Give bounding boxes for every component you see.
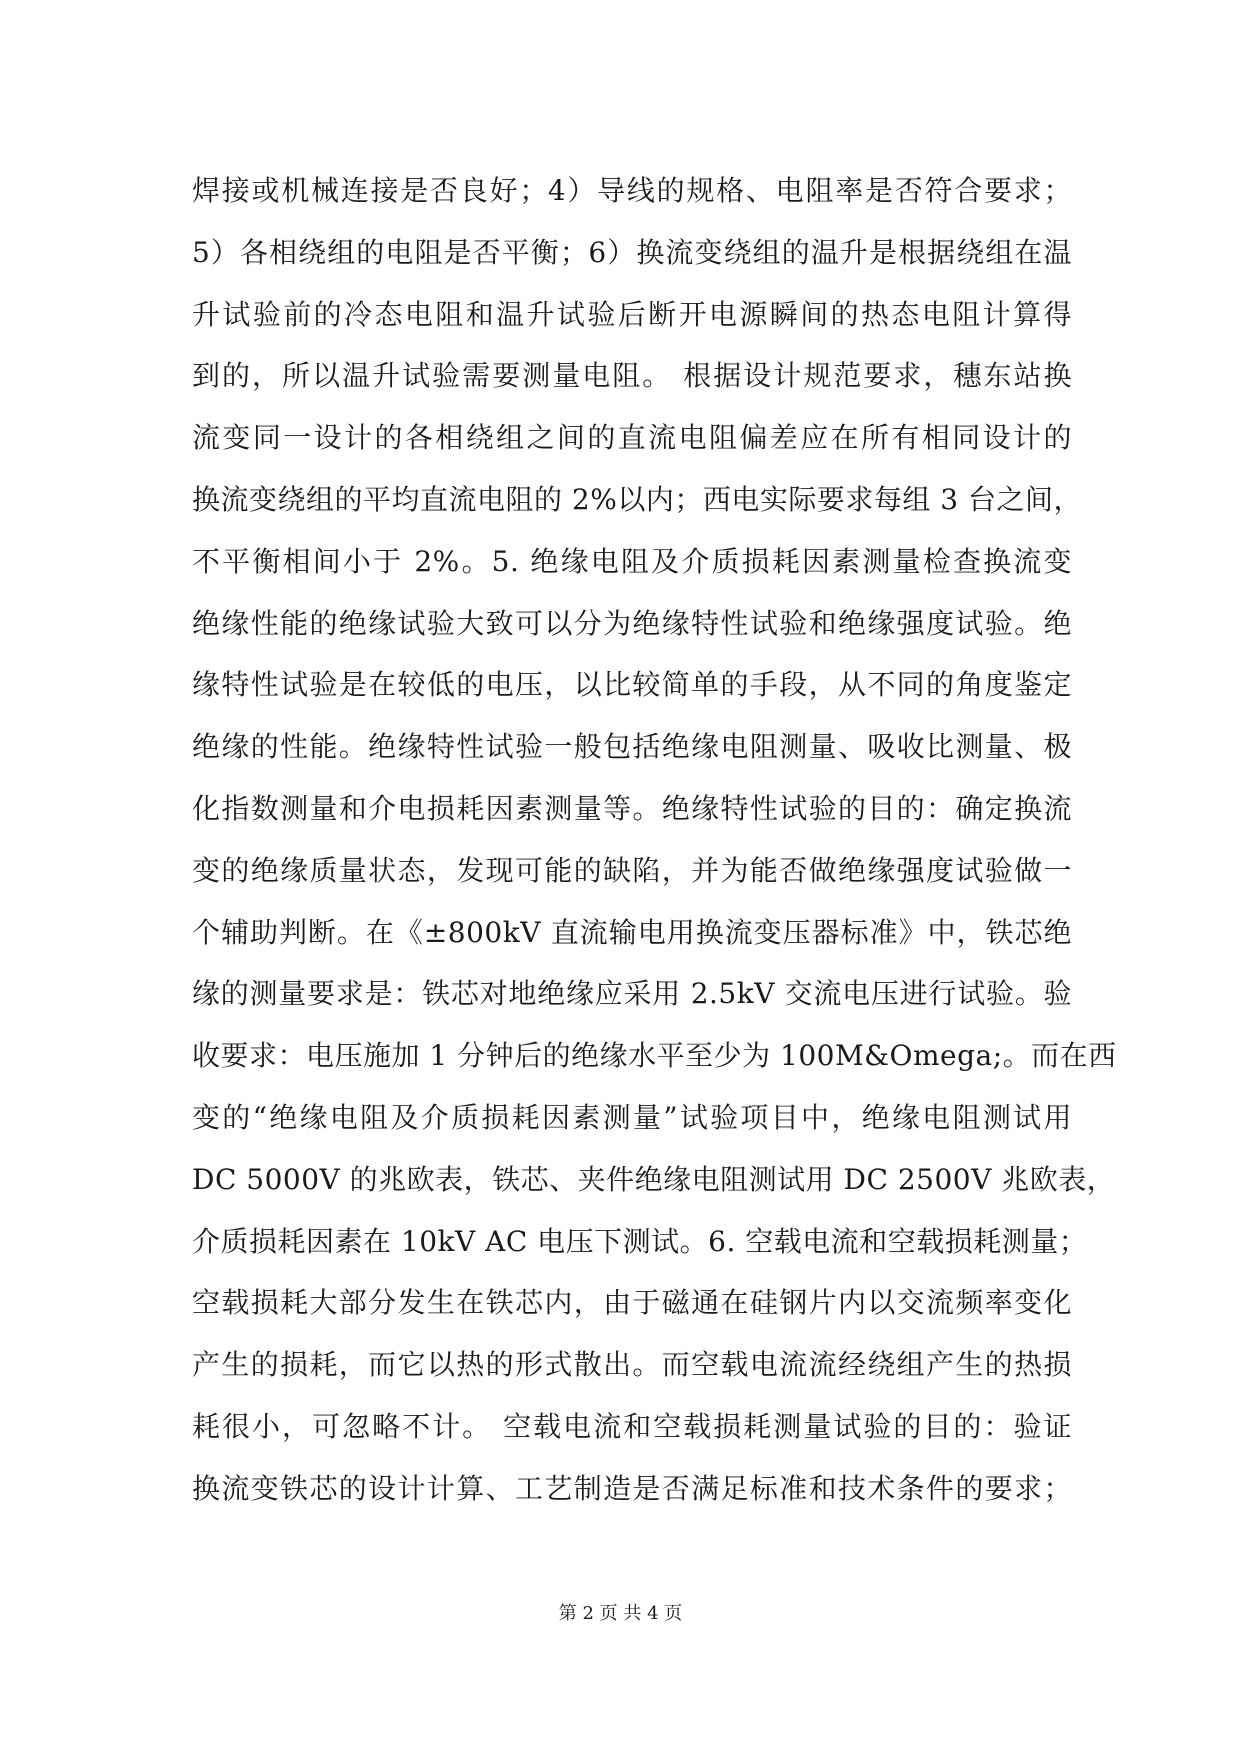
text-line: 流变同一设计的各相绕组之间的直流电阻偏差应在所有相同设计的 [192,421,1072,455]
text-line: 产生的损耗，而它以热的形式散出。而空载电流流经绕组产生的热损 [192,1348,1072,1382]
text-line: 绝缘的性能。绝缘特性试验一般包括绝缘电阻测量、吸收比测量、极 [192,730,1072,764]
text-line: 耗很小，可忽略不计。 空载电流和空载损耗测量试验的目的：验证 [192,1409,1072,1443]
text-line: 换流变绕组的平均直流电阻的 2%以内；西电实际要求每组 3 台之间， [192,482,1082,516]
text-line: 绝缘性能的绝缘试验大致可以分为绝缘特性试验和绝缘强度试验。绝 [192,606,1072,640]
text-line: 缘的测量要求是：铁芯对地绝缘应采用 2.5kV 交流电压进行试验。验 [192,977,1072,1011]
text-line: 不平衡相间小于 2%。5. 绝缘电阻及介质损耗因素测量检查换流变 [192,544,1072,578]
text-line: 变的“绝缘电阻及介质损耗因素测量”试验项目中，绝缘电阻测试用 [192,1100,1072,1134]
text-line: 变的绝缘质量状态，发现可能的缺陷，并为能否做绝缘强度试验做一 [192,853,1072,887]
text-line: 化指数测量和介电损耗因素测量等。绝缘特性试验的目的：确定换流 [192,791,1072,825]
page-number-label: 第 2 页 共 4 页 [558,1603,683,1624]
text-line: 到的，所以温升试验需要测量电阻。 根据设计规范要求，穗东站换 [192,359,1072,393]
text-line: 收要求：电压施加 1 分钟后的绝缘水平至少为 100M&Omega;。而在西 [192,1039,1117,1073]
text-line: 焊接或机械连接是否良好；4）导线的规格、电阻率是否符合要求； [192,174,1072,207]
text-line: 缘特性试验是在较低的电压，以比较简单的手段，从不同的角度鉴定 [192,668,1072,702]
text-line: 个辅助判断。在《±800kV 直流输电用换流变压器标准》中，铁芯绝 [192,915,1072,949]
text-line: DC 5000V 的兆欧表，铁芯、夹件绝缘电阻测试用 DC 2500V 兆欧表， [192,1162,1116,1196]
text-line: 换流变铁芯的设计计算、工艺制造是否满足标准和技术条件的要求； [192,1471,1072,1505]
body-text [192,160,1117,1520]
text-line: 空载损耗大部分发生在铁芯内，由于磁通在硅钢片内以交流频率变化 [192,1286,1072,1320]
page-footer [0,1602,1241,1626]
text-line: 升试验前的冷态电阻和温升试验后断开电源瞬间的热态电阻计算得 [192,297,1072,331]
text-line: 介质损耗因素在 10kV AC 电压下测试。6. 空载电流和空载损耗测量； [192,1224,1088,1258]
text-line: 5）各相绕组的电阻是否平衡；6）换流变绕组的温升是根据绕组在温 [192,235,1072,269]
